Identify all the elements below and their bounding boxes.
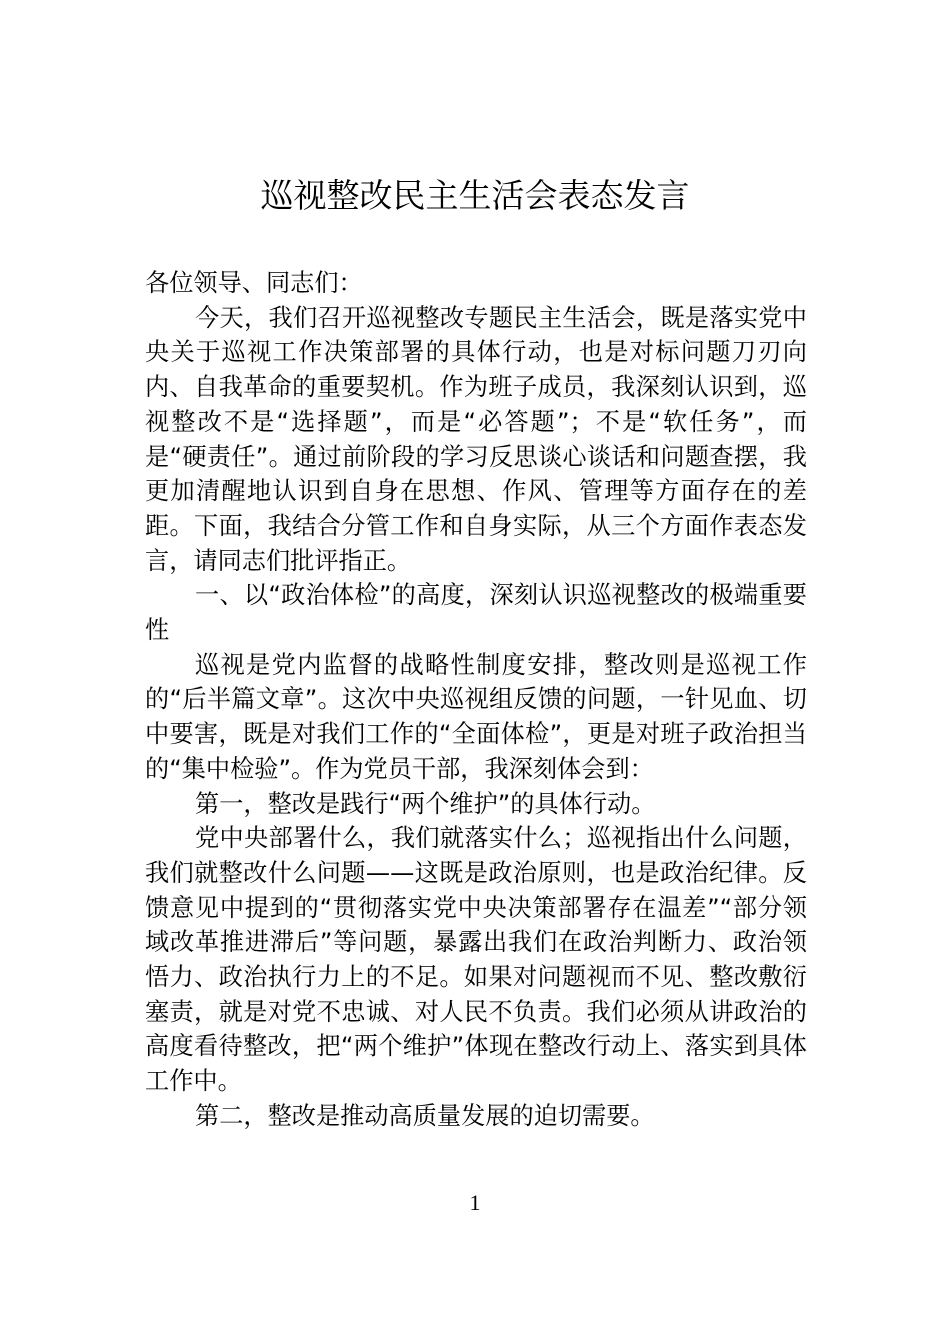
subheading-second: 第二，整改是推动高质量发展的迫切需要。 <box>195 1101 655 1130</box>
paragraph-intro: 今天，我们召开巡视整改专题民主生活会，既是落实党中央关于巡视工作决策部署的具体行动，也是对标问题刀刃向内、自我革命的重要契机。作为班子成员，我深刻认识到，巡视整改不是“选择题”，而是“必答题”；不是“软任务”，而是“硬责任”。通过前阶段的学习反思谈心谈话和问题查摆，我更加清醒地认识到自身在思想、作风、管理等方面存在的差距。下面，我结合分管工作和自身实际，从三个方面作表态发言，请同志们批评指正。 <box>145 303 807 575</box>
paragraph-section-1: 巡视是党内监督的战略性制度安排，整改则是巡视工作的“后半篇文章”。这次中央巡视组反馈的问题，一针见血、切中要害，既是对我们工作的“全面体检”，更是对班子政治担当的“集中检验”。作为党员干部，我深刻体会到： <box>145 650 807 783</box>
document-body <box>145 266 807 1134</box>
salutation: 各位领导、同志们： <box>145 269 363 297</box>
section-heading-1: 一、以“政治体检”的高度，深刻认识巡视整改的极端重要性 <box>145 581 807 645</box>
document-title: 巡视整改民主生活会表态发言 <box>260 176 690 215</box>
subheading-first: 第一，整改是践行“两个维护”的具体行动。 <box>195 789 656 818</box>
paragraph-first: 党中央部署什么，我们就落实什么；巡视指出什么问题，我们就整改什么问题——这既是政治原则，也是政治纪律。反馈意见中提到的“贯彻落实党中央决策部署存在温差”“部分领域改革推进滞后”等问题，暴露出我们在政治判断力、政治领悟力、政治执行力上的不足。如果对问题视而不见、整改敷衍塞责，就是对党不忠诚、对人民不负责。我们必须从讲政治的高度看待整改，把“两个维护”体现在整改行动上、落实到具体工作中。 <box>145 824 807 1096</box>
page-number: 1 <box>469 1190 481 1215</box>
